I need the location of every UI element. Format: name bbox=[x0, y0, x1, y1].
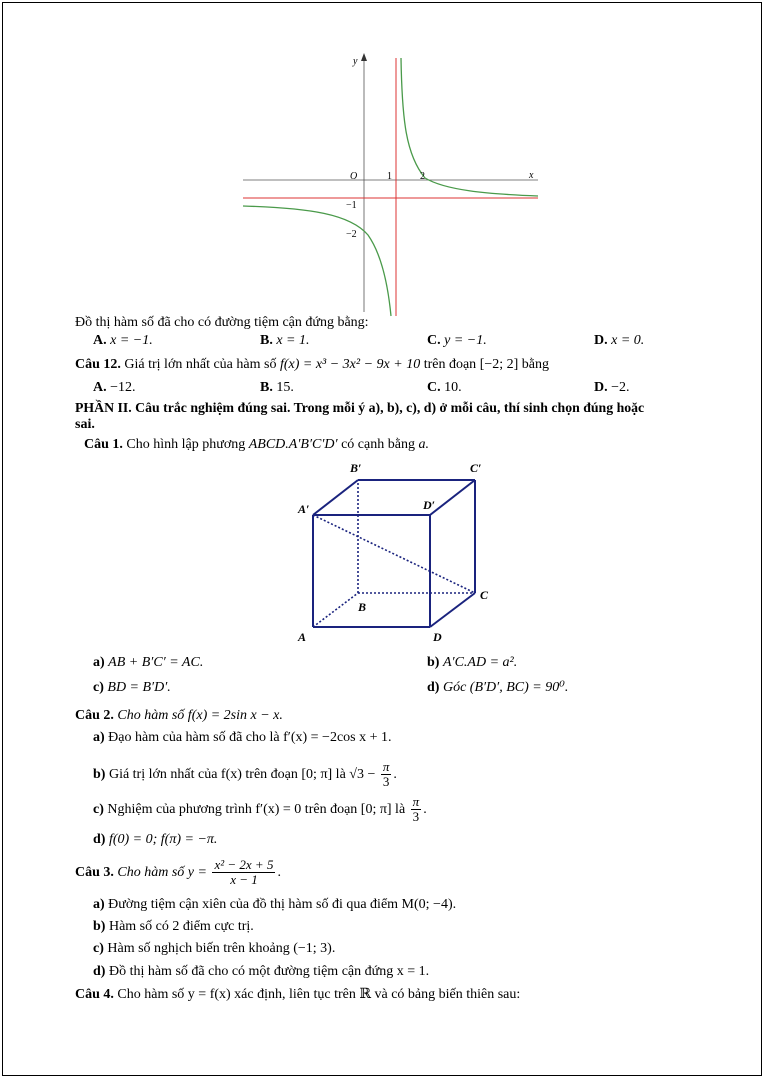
q12-option-b bbox=[260, 380, 294, 396]
option-text: y = −1. bbox=[444, 333, 487, 348]
p2-item-b: b) Giá trị lớn nhất của f(x) trên đoạn [0; π] là √3 − $\frac{\pi}{3}$ . bbox=[93, 759, 397, 790]
p3-stem: Câu 3. Cho hàm số y = $\frac{\text{x² − 2x + 5}}{x - 1}$ . bbox=[75, 857, 281, 888]
p4-stem-text: Cho hàm số y = f(x) xác định, liên tục trên ℝ và có bảng biến thiên sau: bbox=[117, 987, 521, 1002]
fraction-numerator: x² − 2x + 5 bbox=[214, 857, 274, 873]
option-letter: A. bbox=[93, 333, 107, 348]
option-letter: C. bbox=[427, 333, 441, 348]
q11-option-b bbox=[260, 333, 310, 349]
p2-stem bbox=[75, 708, 283, 724]
item-label: d) bbox=[427, 680, 440, 695]
p2-item-a bbox=[93, 730, 392, 746]
p1-item-a bbox=[93, 655, 203, 671]
vertex-C1: C′ bbox=[470, 461, 482, 475]
p1-stem bbox=[84, 437, 429, 453]
p1-stem-b: có cạnh bằng bbox=[341, 437, 415, 452]
p1-item-b bbox=[427, 655, 517, 671]
p2-item-c: c) Nghiệm của phương trình f′(x) = 0 trên đoạn [0; π] là $\frac{\pi}{3}$ . bbox=[93, 794, 427, 825]
q12-option-c bbox=[427, 380, 462, 396]
edge-D1C1 bbox=[430, 480, 475, 515]
option-letter: D. bbox=[594, 333, 608, 348]
p1-cube-name: ABCD.A′B′C′D′ bbox=[248, 437, 338, 452]
p1-item-c bbox=[93, 680, 171, 696]
function-graph bbox=[240, 50, 542, 318]
tick-x-1: 1 bbox=[387, 171, 392, 182]
q12-option-d bbox=[594, 380, 630, 396]
p3-label: Câu 3. bbox=[75, 865, 114, 880]
q11-option-d bbox=[594, 333, 644, 349]
p2-stem-text: Cho hàm số f(x) = 2sin x − x. bbox=[117, 708, 283, 723]
fraction-pi-over-3 bbox=[411, 795, 422, 824]
option-text: x = 1. bbox=[276, 333, 310, 348]
option-text: −2. bbox=[611, 380, 630, 395]
edge-AB-hidden bbox=[313, 593, 358, 627]
fraction-pi-over-3 bbox=[381, 760, 392, 789]
option-letter: B. bbox=[260, 380, 273, 395]
vertex-A1: A′ bbox=[298, 502, 310, 516]
fraction-numerator: π bbox=[412, 794, 420, 810]
p3-fraction bbox=[212, 858, 275, 887]
item-label: a) bbox=[93, 897, 105, 912]
item-text: Hàm số nghịch biến trên khoảng (−1; 3). bbox=[107, 941, 336, 956]
item-label: c) bbox=[93, 802, 104, 817]
item-label: a) bbox=[93, 730, 105, 745]
p3-item-d bbox=[93, 964, 429, 980]
p1-label: Câu 1. bbox=[84, 437, 123, 452]
vertex-A: A bbox=[298, 630, 307, 644]
axis-y-label: y bbox=[353, 56, 358, 67]
item-text: A′C.AD = a². bbox=[442, 655, 518, 670]
item-label: d) bbox=[93, 964, 106, 979]
origin-label: O bbox=[350, 171, 358, 182]
item-label: d) bbox=[93, 832, 106, 847]
part2-heading-line2: sai. bbox=[75, 417, 95, 432]
tick-y-neg1: −1 bbox=[346, 200, 357, 211]
q12-interval: [−2; 2] bbox=[479, 357, 519, 372]
option-text: x = −1. bbox=[110, 333, 153, 348]
option-letter: A. bbox=[93, 380, 107, 395]
edge-A1B1 bbox=[313, 480, 358, 515]
vertex-D: D bbox=[433, 630, 442, 644]
q12-stem bbox=[75, 357, 549, 373]
q12-formula: f(x) = x³ − 3x² − 9x + 10 bbox=[279, 357, 421, 372]
tick-y-neg2: −2 bbox=[346, 229, 357, 240]
option-text: x = 0. bbox=[611, 333, 645, 348]
item-label: c) bbox=[93, 680, 104, 695]
p3-item-b bbox=[93, 919, 254, 935]
item-text: Nghiệm của phương trình f′(x) = 0 trên đoạn [0; π] là bbox=[107, 802, 406, 817]
p3-item-c bbox=[93, 941, 335, 957]
p2-item-d bbox=[93, 832, 217, 848]
p2-label: Câu 2. bbox=[75, 708, 114, 723]
p3-item-a bbox=[93, 897, 456, 913]
vertex-D1: D′ bbox=[423, 498, 436, 512]
part2-heading-line1: PHẦN II. Câu trắc nghiệm đúng sai. Trong mỗi ý a), b), c), d) ở mỗi câu, thí sinh chọn đúng hoặc bbox=[75, 400, 645, 415]
item-label: b) bbox=[427, 655, 440, 670]
item-text: Hàm số có 2 điểm cực trị. bbox=[108, 919, 254, 934]
item-label: c) bbox=[93, 941, 104, 956]
fraction-denominator: 3 bbox=[412, 809, 420, 825]
p3-stem-text: Cho hàm số y = bbox=[117, 865, 207, 880]
q12-stem-b: trên đoạn bbox=[423, 357, 477, 372]
q11-stem: Đồ thị hàm số đã cho có đường tiệm cận đứng bằng: bbox=[75, 315, 369, 330]
fraction-denominator: x − 1 bbox=[230, 872, 258, 888]
option-letter: B. bbox=[260, 333, 273, 348]
option-letter: C. bbox=[427, 380, 441, 395]
q12-label: Câu 12. bbox=[75, 357, 121, 372]
fraction-denominator: 3 bbox=[382, 774, 390, 790]
option-letter: D. bbox=[594, 380, 608, 395]
diagonal-A1C bbox=[313, 515, 475, 593]
vertex-B1: B′ bbox=[350, 461, 362, 475]
item-label: b) bbox=[93, 919, 106, 934]
vertex-C: C bbox=[480, 588, 489, 602]
option-text: 10. bbox=[444, 380, 462, 395]
item-text: BD = B′D′. bbox=[107, 680, 171, 695]
item-text: f(0) = 0; f(π) = −π. bbox=[108, 832, 218, 847]
p1-item-d bbox=[427, 680, 568, 696]
item-text: Giá trị lớn nhất của f(x) trên đoạn [0; π] là √3 − bbox=[108, 767, 376, 782]
vertex-B: B bbox=[358, 600, 367, 614]
item-text: Đạo hàm của hàm số đã cho là f′(x) = −2cos x + 1. bbox=[108, 730, 392, 745]
q11-option-c bbox=[427, 333, 487, 349]
tick-x-2: 2 bbox=[420, 171, 425, 182]
q11-option-a bbox=[93, 333, 153, 349]
p1-stem-a: Cho hình lập phương bbox=[126, 437, 246, 452]
item-text: Góc (B′D′, BC) = 90⁰. bbox=[442, 680, 569, 695]
fraction-numerator: π bbox=[382, 759, 390, 775]
q12-option-a bbox=[93, 380, 136, 396]
q12-stem-a: Giá trị lớn nhất của hàm số bbox=[124, 357, 277, 372]
cube-diagram bbox=[290, 455, 510, 650]
edge-CD bbox=[430, 593, 475, 627]
curve-left-branch bbox=[243, 206, 391, 316]
item-text: Đường tiệm cận xiên của đồ thị hàm số đi qua điểm M(0; −4). bbox=[108, 897, 457, 912]
axis-x-label: x bbox=[529, 170, 534, 181]
p4-stem bbox=[75, 987, 520, 1003]
option-text: −12. bbox=[110, 380, 136, 395]
option-text: 15. bbox=[276, 380, 294, 395]
q12-stem-c: bằng bbox=[521, 357, 550, 372]
item-label: a) bbox=[93, 655, 105, 670]
item-label: b) bbox=[93, 767, 106, 782]
item-text: AB + B′C′ = AC. bbox=[108, 655, 204, 670]
p4-label: Câu 4. bbox=[75, 987, 114, 1002]
p1-edge: a. bbox=[418, 437, 429, 452]
y-axis-arrow bbox=[361, 53, 367, 61]
item-text: Đồ thị hàm số đã cho có một đường tiệm cận đứng x = 1. bbox=[108, 964, 430, 979]
